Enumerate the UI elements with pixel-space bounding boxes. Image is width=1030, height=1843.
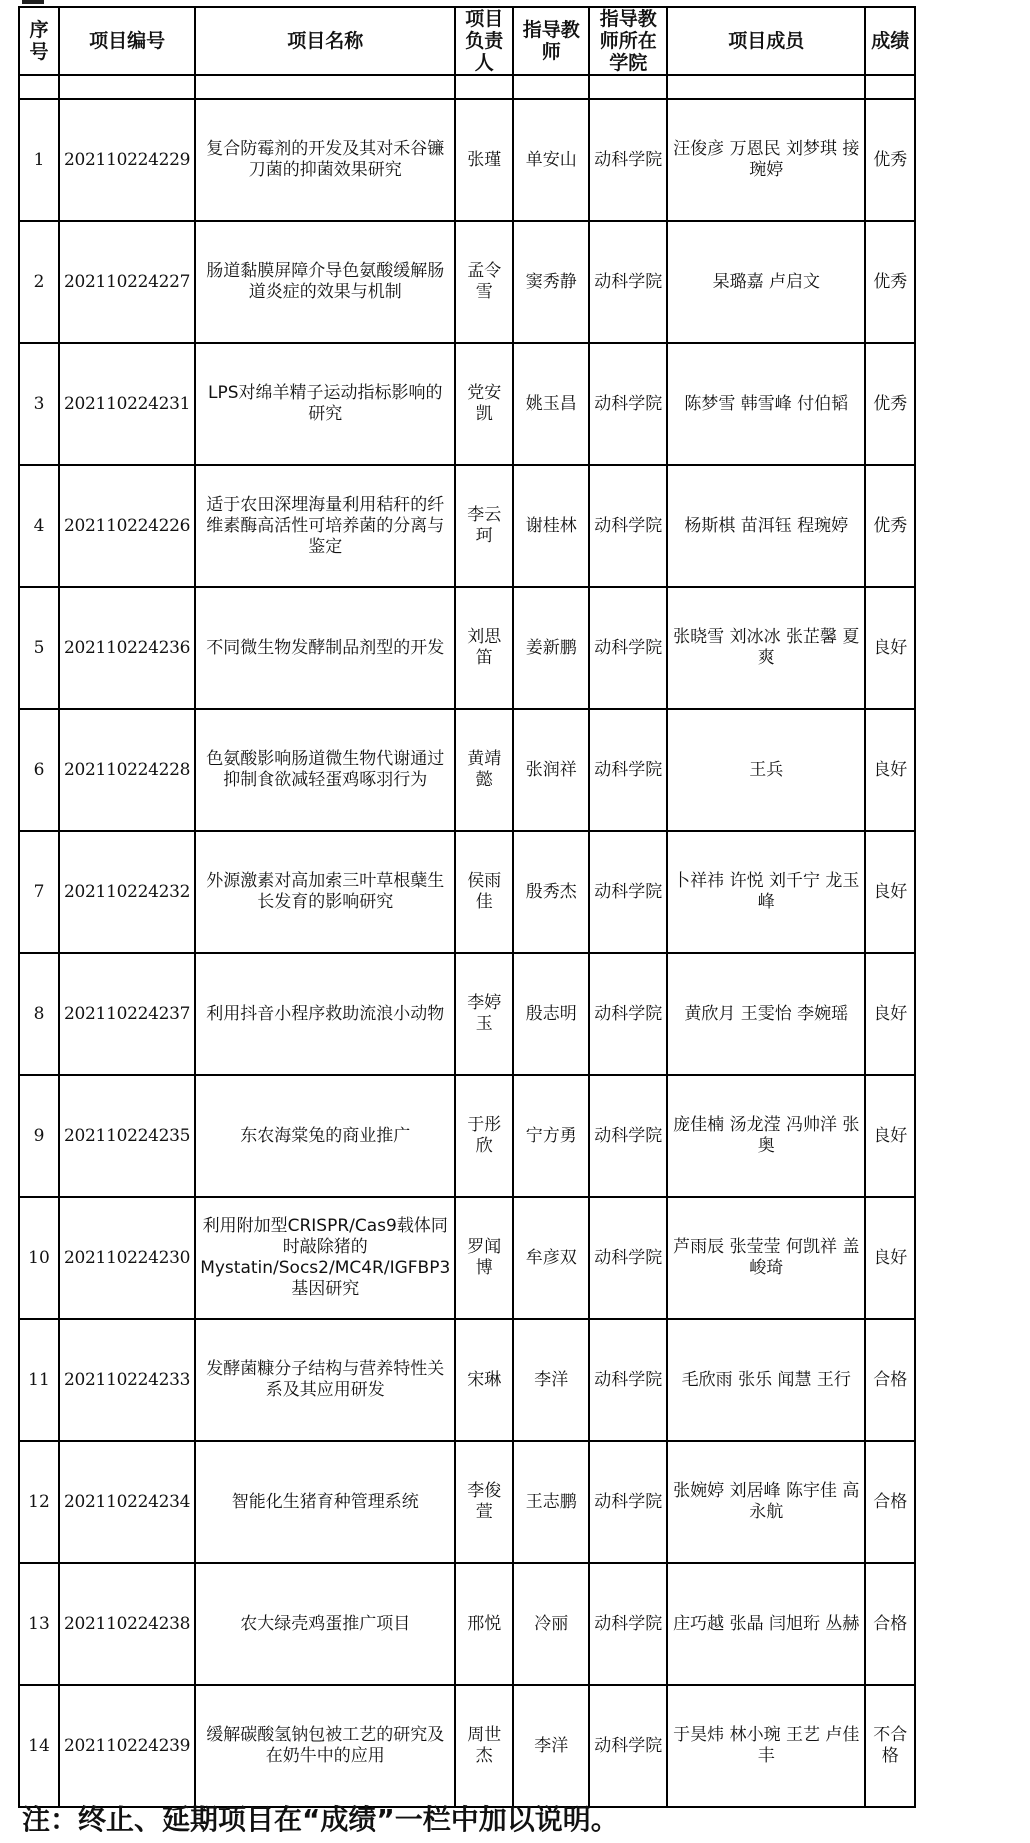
cell-advisor: 张润祥: [513, 709, 589, 831]
cell-project-members: 卜祥祎 许悦 刘千宁 龙玉峰: [667, 831, 865, 953]
cell-project-code: 202110224229: [59, 99, 195, 221]
cell-index: 2: [19, 221, 59, 343]
cell-project-name: 利用附加型CRISPR/Cas9载体同时敲除猪的Mystatin/Socs2/MC4R/IGFBP3基因研究: [195, 1197, 455, 1319]
cell-advisor: 李洋: [513, 1319, 589, 1441]
cell-project-leader: 张瑾: [455, 99, 513, 221]
cell-project-name: 东农海棠兔的商业推广: [195, 1075, 455, 1197]
cell-grade: 良好: [865, 587, 915, 709]
cell-project-code: 202110224234: [59, 1441, 195, 1563]
cell-grade: 优秀: [865, 343, 915, 465]
cell-project-members: 张婉婷 刘居峰 陈宇佳 高永航: [667, 1441, 865, 1563]
cell-advisor: 李洋: [513, 1685, 589, 1807]
header-grade: 成绩: [865, 7, 915, 75]
cell-advisor: 姜新鹏: [513, 587, 589, 709]
header-project-leader: 项目负责人: [455, 7, 513, 75]
cell-project-leader: 于彤欣: [455, 1075, 513, 1197]
cell-project-members: 毛欣雨 张乐 闻慧 王行: [667, 1319, 865, 1441]
cell-project-members: 杨斯棋 苗洱钰 程琬婷: [667, 465, 865, 587]
table-row: [19, 1685, 915, 1807]
cell-grade: 合格: [865, 1441, 915, 1563]
table-row: [19, 709, 915, 831]
table-row: [19, 953, 915, 1075]
table-row: [19, 221, 915, 343]
cell-project-leader: 周世杰: [455, 1685, 513, 1807]
cell-project-leader: 党安凯: [455, 343, 513, 465]
footnote: 注：终止、延期项目在“成绩”一栏中加以说明。: [22, 1803, 619, 1836]
cell-project-code: 202110224231: [59, 343, 195, 465]
cell-project-members: 张晓雪 刘冰冰 张芷馨 夏爽: [667, 587, 865, 709]
cell-advisor-college: 动科学院: [589, 1319, 667, 1441]
cell-advisor-college: 动科学院: [589, 1075, 667, 1197]
cell-grade: 良好: [865, 1075, 915, 1197]
table-row: [19, 831, 915, 953]
cell-index: 12: [19, 1441, 59, 1563]
cell-index: 5: [19, 587, 59, 709]
header-project-name: 项目名称: [195, 7, 455, 75]
cell-index: 6: [19, 709, 59, 831]
cell-index: 13: [19, 1563, 59, 1685]
cell-grade: 合格: [865, 1319, 915, 1441]
cell-index: 9: [19, 1075, 59, 1197]
cell-project-leader: 孟令雪: [455, 221, 513, 343]
cell-project-name: 色氨酸影响肠道微生物代谢通过抑制食欲减轻蛋鸡啄羽行为: [195, 709, 455, 831]
cell-advisor-college: 动科学院: [589, 1441, 667, 1563]
cell-project-name: 发酵菌糠分子结构与营养特性关系及其应用研发: [195, 1319, 455, 1441]
cell-project-leader: 罗闻博: [455, 1197, 513, 1319]
cell-advisor: 殷志明: [513, 953, 589, 1075]
cell-project-code: 202110224237: [59, 953, 195, 1075]
cell-grade: 优秀: [865, 99, 915, 221]
cell-project-name: 农大绿壳鸡蛋推广项目: [195, 1563, 455, 1685]
cell-grade: 合格: [865, 1563, 915, 1685]
table-row: [19, 1319, 915, 1441]
cell-project-name: 缓解碳酸氢钠包被工艺的研究及在奶牛中的应用: [195, 1685, 455, 1807]
table-row: [19, 1197, 915, 1319]
cell-advisor-college: 动科学院: [589, 709, 667, 831]
header-index: 序号: [19, 7, 59, 75]
cell-index: 4: [19, 465, 59, 587]
cell-project-leader: 李俊萱: [455, 1441, 513, 1563]
cell-advisor-college: 动科学院: [589, 831, 667, 953]
cell-project-members: 陈梦雪 韩雪峰 付伯韬: [667, 343, 865, 465]
cell-index: 14: [19, 1685, 59, 1807]
header-project-members: 项目成员: [667, 7, 865, 75]
cell-grade: 良好: [865, 709, 915, 831]
cell-project-code: 202110224228: [59, 709, 195, 831]
cell-project-leader: 邢悦: [455, 1563, 513, 1685]
table-row: [19, 343, 915, 465]
cell-advisor: 牟彦双: [513, 1197, 589, 1319]
cell-project-members: 王兵: [667, 709, 865, 831]
spacer-row: [19, 75, 915, 99]
cell-project-code: 202110224232: [59, 831, 195, 953]
header-project-code: 项目编号: [59, 7, 195, 75]
cell-project-leader: 李婷玉: [455, 953, 513, 1075]
cell-project-code: 202110224235: [59, 1075, 195, 1197]
cell-project-members: 芦雨辰 张莹莹 何凯祥 盖峻琦: [667, 1197, 865, 1319]
cell-project-leader: 宋琳: [455, 1319, 513, 1441]
cell-advisor: 殷秀杰: [513, 831, 589, 953]
cell-project-name: 外源激素对高加索三叶草根蘖生长发育的影响研究: [195, 831, 455, 953]
cell-project-name: 肠道黏膜屏障介导色氨酸缓解肠道炎症的效果与机制: [195, 221, 455, 343]
cell-grade: 良好: [865, 953, 915, 1075]
cell-index: 1: [19, 99, 59, 221]
cell-project-members: 庞佳楠 汤龙滢 冯帅洋 张奥: [667, 1075, 865, 1197]
cell-project-leader: 黄靖懿: [455, 709, 513, 831]
cell-advisor: 冷丽: [513, 1563, 589, 1685]
cell-project-name: 适于农田深埋海量利用秸秆的纤维素酶高活性可培养菌的分离与鉴定: [195, 465, 455, 587]
table-row: [19, 587, 915, 709]
cell-project-members: 庄巧越 张晶 闫旭珩 丛赫: [667, 1563, 865, 1685]
cell-grade: 良好: [865, 831, 915, 953]
cell-project-name: 智能化生猪育种管理系统: [195, 1441, 455, 1563]
cell-project-members: 汪俊彦 万恩民 刘梦琪 接琬婷: [667, 99, 865, 221]
cell-index: 8: [19, 953, 59, 1075]
cell-project-leader: 侯雨佳: [455, 831, 513, 953]
cell-project-leader: 刘思笛: [455, 587, 513, 709]
cell-grade: 优秀: [865, 221, 915, 343]
cell-advisor-college: 动科学院: [589, 953, 667, 1075]
table-row: [19, 1441, 915, 1563]
cell-advisor-college: 动科学院: [589, 99, 667, 221]
top-edge-mark: [22, 0, 44, 4]
cell-advisor-college: 动科学院: [589, 1563, 667, 1685]
header-advisor-college: 指导教师所在学院: [589, 7, 667, 75]
table-row: [19, 99, 915, 221]
cell-project-code: 202110224233: [59, 1319, 195, 1441]
cell-project-members: 杲璐嘉 卢启文: [667, 221, 865, 343]
cell-advisor: 谢桂林: [513, 465, 589, 587]
table-row: [19, 1563, 915, 1685]
cell-index: 3: [19, 343, 59, 465]
cell-grade: 优秀: [865, 465, 915, 587]
cell-advisor-college: 动科学院: [589, 1685, 667, 1807]
cell-project-code: 202110224227: [59, 221, 195, 343]
cell-advisor-college: 动科学院: [589, 221, 667, 343]
cell-grade: 良好: [865, 1197, 915, 1319]
cell-grade: 不合格: [865, 1685, 915, 1807]
cell-advisor-college: 动科学院: [589, 1197, 667, 1319]
project-results-table: [18, 6, 916, 1808]
header-advisor: 指导教师: [513, 7, 589, 75]
cell-advisor: 单安山: [513, 99, 589, 221]
cell-index: 10: [19, 1197, 59, 1319]
cell-advisor-college: 动科学院: [589, 343, 667, 465]
cell-advisor: 窦秀静: [513, 221, 589, 343]
cell-index: 11: [19, 1319, 59, 1441]
cell-project-leader: 李云珂: [455, 465, 513, 587]
cell-project-name: LPS对绵羊精子运动指标影响的研究: [195, 343, 455, 465]
cell-project-code: 202110224226: [59, 465, 195, 587]
cell-project-code: 202110224236: [59, 587, 195, 709]
table-row: [19, 1075, 915, 1197]
table-row: [19, 465, 915, 587]
cell-project-members: 黄欣月 王雯怡 李婉瑶: [667, 953, 865, 1075]
cell-project-code: 202110224238: [59, 1563, 195, 1685]
cell-advisor-college: 动科学院: [589, 465, 667, 587]
cell-project-code: 202110224230: [59, 1197, 195, 1319]
cell-project-name: 复合防霉剂的开发及其对禾谷镰刀菌的抑菌效果研究: [195, 99, 455, 221]
cell-project-members: 于昊炜 林小琬 王艺 卢佳丰: [667, 1685, 865, 1807]
cell-advisor: 宁方勇: [513, 1075, 589, 1197]
cell-project-code: 202110224239: [59, 1685, 195, 1807]
header-row: [19, 7, 915, 75]
cell-index: 7: [19, 831, 59, 953]
cell-project-name: 不同微生物发酵制品剂型的开发: [195, 587, 455, 709]
cell-advisor: 王志鹏: [513, 1441, 589, 1563]
cell-advisor-college: 动科学院: [589, 587, 667, 709]
cell-advisor: 姚玉昌: [513, 343, 589, 465]
cell-project-name: 利用抖音小程序救助流浪小动物: [195, 953, 455, 1075]
